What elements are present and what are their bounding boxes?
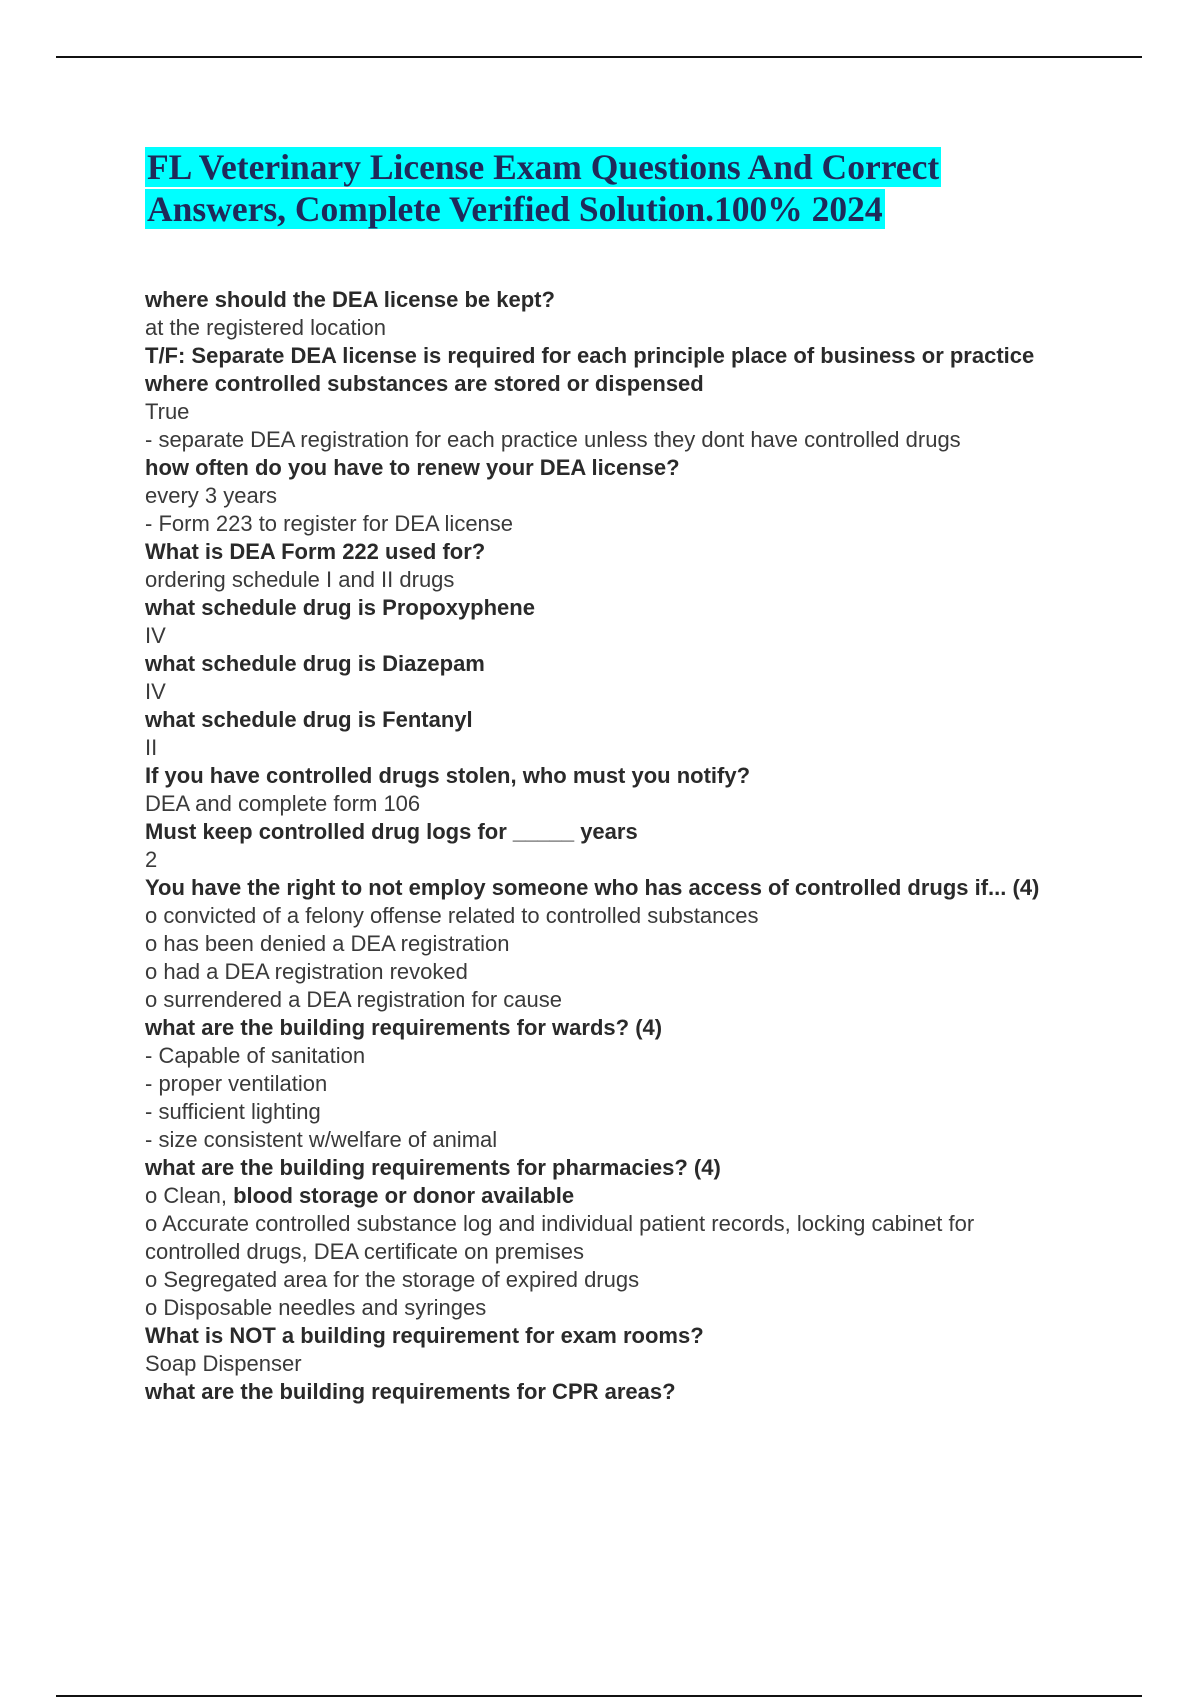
answer-emphasis: blood storage or donor available [233,1183,575,1208]
question: what are the building requirements for pharmacies? (4) [145,1155,721,1180]
question: what schedule drug is Fentanyl [145,707,473,732]
answer: o had a DEA registration revoked [145,959,468,984]
footer-rule [56,1695,1142,1697]
answer: True [145,399,190,424]
answer: o Accurate controlled substance log and individual patient records, locking cabinet for controlled drugs, DEA certificate on premises [145,1211,975,1264]
question: What is DEA Form 222 used for? [145,539,486,564]
answer: - size consistent w/welfare of animal [145,1127,498,1152]
question: T/F: Separate DEA license is required for each principle place of business or practice where controlled substances are stored or dispensed [145,343,1035,396]
question: what are the building requirements for wards? (4) [145,1015,663,1040]
answer: DEA and complete form 106 [145,791,421,816]
answer: IV [145,623,166,648]
answer: - separate DEA registration for each practice unless they dont have controlled drugs [145,427,961,452]
question: What is NOT a building requirement for exam rooms? [145,1323,704,1348]
question: how often do you have to renew your DEA license? [145,455,680,480]
question: If you have controlled drugs stolen, who must you notify? [145,763,751,788]
document-title [145,146,1045,230]
answer: - Form 223 to register for DEA license [145,511,514,536]
answer: 2 [145,847,158,872]
question: where should the DEA license be kept? [145,287,555,312]
answer: - sufficient lighting [145,1099,321,1124]
answer: Soap Dispenser [145,1351,302,1376]
answer: o has been denied a DEA registration [145,931,510,956]
title-highlight: FL Veterinary License Exam Questions And Correct Answers, Complete Verified Solution.100% 2024 [147,147,940,229]
question: what schedule drug is Diazepam [145,651,485,676]
question: what are the building requirements for CPR areas? [145,1379,676,1404]
answer: - proper ventilation [145,1071,328,1096]
answer-text: o Clean, [145,1183,234,1208]
answer: ordering schedule I and II drugs [145,567,455,592]
answer: at the registered location [145,315,386,340]
answer: o Disposable needles and syringes [145,1295,487,1320]
answer: IV [145,679,166,704]
answer: o convicted of a felony offense related to controlled substances [145,903,759,928]
answer: II [145,735,158,760]
question: what schedule drug is Propoxyphene [145,595,535,620]
answer: o surrendered a DEA registration for cause [145,987,563,1012]
answer: every 3 years [145,483,278,508]
question: Must keep controlled drug logs for _____ years [145,819,638,844]
header-rule [56,56,1142,58]
answer [145,1182,1075,1210]
question: You have the right to not employ someone who has access of controlled drugs if... (4) [145,875,1040,900]
qa-list [145,286,1075,1406]
answer: - Capable of sanitation [145,1043,366,1068]
answer: o Segregated area for the storage of expired drugs [145,1267,640,1292]
